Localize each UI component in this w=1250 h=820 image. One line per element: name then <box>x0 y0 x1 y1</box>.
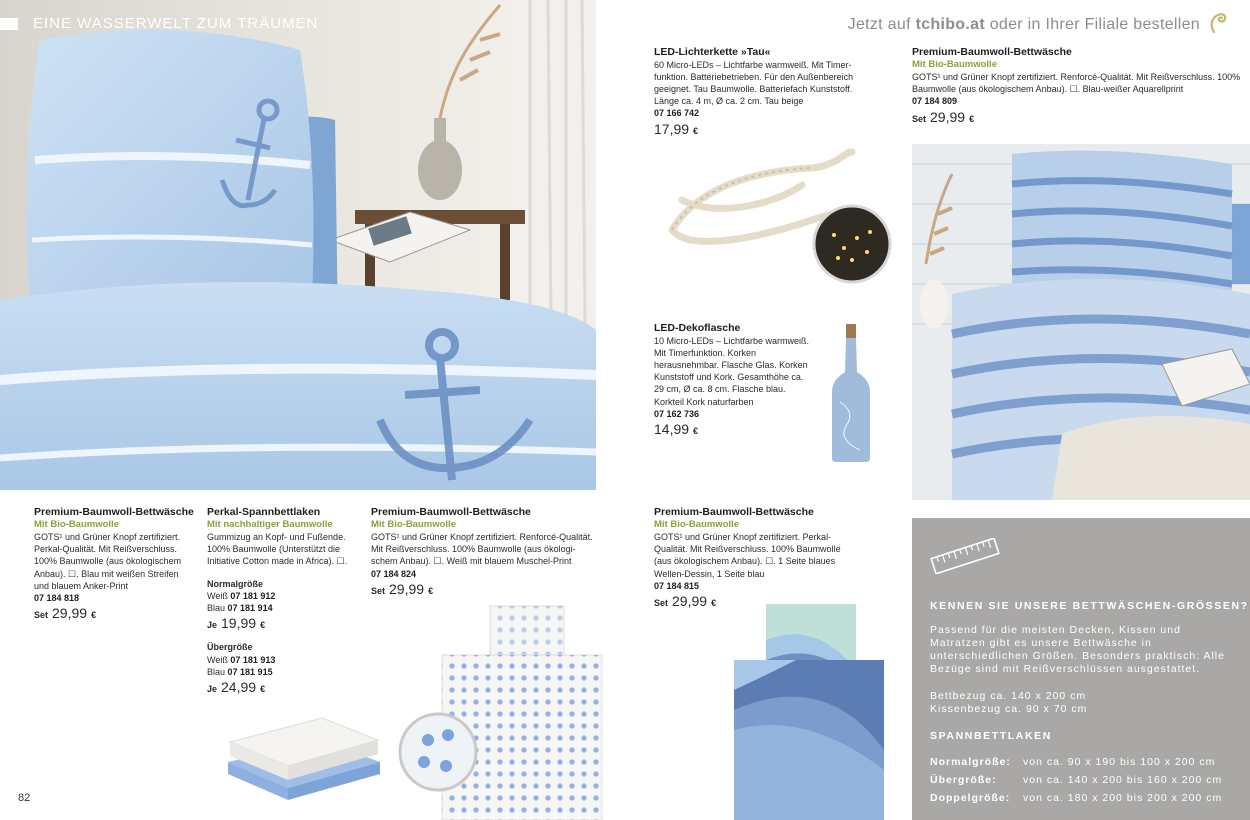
product-title: LED-Lichterkette »Tau« <box>654 46 771 58</box>
color-label: Blau <box>207 603 226 614</box>
anchor-bedding-photo <box>0 0 596 490</box>
article-number: 07 181 913 <box>230 654 276 665</box>
product-subtitle: Mit Bio-Baumwolle <box>912 58 997 70</box>
order-hint <box>848 16 1200 34</box>
price-value: 17,99 <box>654 120 690 137</box>
product-title: Premium-Baumwoll-Bettwäsche <box>912 46 1072 58</box>
fitted-sheets-heading: SPANNBETTLAKEN <box>930 730 1052 742</box>
price <box>912 108 1242 125</box>
led-bottle-image <box>826 322 876 464</box>
price <box>207 617 357 631</box>
waves-bedding-image <box>716 600 896 820</box>
article-number: 07 162 736 <box>654 408 700 419</box>
price-prefix: Je <box>207 620 218 631</box>
article-number: 07 181 915 <box>227 666 273 677</box>
led-rope-image <box>662 140 894 290</box>
size-value: von ca. 180 x 200 bis 200 x 200 cm <box>1023 792 1223 804</box>
price-value: 29,99 <box>52 605 88 622</box>
product-title: Perkal-Spannbettlaken <box>207 506 321 518</box>
price <box>654 120 864 137</box>
price-value: 24,99 <box>221 679 257 696</box>
price <box>207 681 357 695</box>
color-label: Weiß <box>207 590 228 601</box>
product-bedding-anchor <box>34 506 194 621</box>
product-bedding-watercolor <box>912 46 1242 125</box>
product-title: LED-Dekoflasche <box>654 322 741 334</box>
product-description: GOTS¹ und Grüner Knopf zertifiziert. Perkal-Qualität. Mit Reißverschluss. 100% Baumwolle (aus ökologischem Anbau). ☐. 1 Seite blaues Wellen-Dessin, 1 Seite blau <box>654 532 841 579</box>
color-label: Weiß <box>207 654 228 665</box>
product-description: 10 Micro-LEDs – Lichtfarbe warmweiß. Mit Timerfunktion. Korken herausnehmbar. Flasche Glas. Korken Kunststoff und Kork. Gesamthöhe ca. 29 cm, Ø ca. 8 cm. Flasche blau. Korkteil Kork naturfarben <box>654 335 810 407</box>
price <box>34 607 194 621</box>
page-header-right <box>848 14 1228 36</box>
pillow-size: Kissenbezug ca. 90 x 70 cm <box>930 703 1088 715</box>
section-title: EINE WASSERWELT ZUM TRÄUMEN <box>33 15 319 32</box>
price-currency: € <box>693 425 699 436</box>
price <box>371 580 601 597</box>
article-number: 07 184 809 <box>912 96 958 107</box>
article-number: 07 181 912 <box>230 590 276 601</box>
product-bedding-shell <box>371 506 601 597</box>
product-subtitle: Mit Bio-Baumwolle <box>34 518 119 530</box>
price-prefix: Set <box>654 598 669 609</box>
product-subtitle: Mit nachhaltiger Baumwolle <box>207 518 333 530</box>
info-paragraph: Passend für die meisten Decken, Kissen und Matratzen gibt es unsere Bettwäsche in unterschiedlichen Größen. Besonders praktisch: Alle Bezüge sind mit Reißverschlüssen ausgestattet. <box>930 624 1225 675</box>
product-title: Premium-Baumwoll-Bettwäsche <box>371 506 531 518</box>
price-prefix: Je <box>207 684 218 695</box>
page-header-left <box>0 0 596 50</box>
product-description: 60 Micro-LEDs – Lichtfarbe warmweiß. Mit Timer-funktion. Batteriebetrieben. Für den Außenbereich geeignet. Tau Baumwolle. Batteriefach Kunststoff. Länge ca. 4 m, Ø ca. 2 cm. Tau beige <box>654 59 854 107</box>
tchibo-logo-icon <box>1208 12 1228 39</box>
article-number: 07 181 914 <box>227 603 273 614</box>
product-subtitle: Mit Bio-Baumwolle <box>371 518 456 530</box>
price-currency: € <box>260 620 266 631</box>
order-hint-prefix: Jetzt auf <box>847 16 911 33</box>
size-row <box>930 774 1222 786</box>
product-description: GOTS¹ und Grüner Knopf zertifiziert. Renforcé-Qualität. Mit Reißverschluss. 100% Baumwolle (aus ökologi-schem Anbau). ☐. Weiß mit blauem Muschel-Print <box>371 532 593 567</box>
size-value: von ca. 90 x 190 bis 100 x 200 cm <box>1023 756 1216 768</box>
size-label: Normalgröße <box>207 578 264 589</box>
header-bar-marker <box>0 18 18 30</box>
size-row <box>930 792 1222 804</box>
price <box>654 420 810 437</box>
price-value: 29,99 <box>672 593 708 610</box>
watercolor-bedding-photo <box>912 144 1250 500</box>
article-number: 07 166 742 <box>654 108 700 119</box>
price-currency: € <box>428 585 434 596</box>
color-label: Blau <box>207 666 226 677</box>
ruler-icon <box>930 538 1000 574</box>
order-hint-suffix: oder in Ihrer Filiale bestellen <box>989 16 1200 33</box>
product-description: GOTS¹ und Grüner Knopf zertifiziert. Perkal-Qualität. Mit Reißverschluss. 100% Baumwolle (aus ökologischem Anbau). ☐. Blau mit weißen Streifen und blauem Anker-Print <box>34 532 182 591</box>
price-prefix: Set <box>34 610 49 621</box>
price-currency: € <box>693 125 699 136</box>
size-label: Normalgröße: <box>930 756 1011 768</box>
size-label: Übergröße: <box>930 774 997 786</box>
price-prefix: Set <box>371 585 386 596</box>
product-title: Premium-Baumwoll-Bettwäsche <box>34 506 194 518</box>
product-led-rope <box>654 46 864 137</box>
shop-link[interactable]: tchibo.at <box>915 16 985 33</box>
fitted-sheet-image <box>210 700 390 805</box>
article-number: 07 184 824 <box>371 568 417 579</box>
shell-bedding-image <box>398 600 608 820</box>
size-label: Übergröße <box>207 642 253 653</box>
article-number: 07 184 815 <box>654 580 700 591</box>
size-label: Doppelgröße: <box>930 792 1011 804</box>
price-currency: € <box>711 598 717 609</box>
price-currency: € <box>91 610 97 621</box>
product-subtitle: Mit Bio-Baumwolle <box>654 518 739 530</box>
product-led-bottle <box>654 322 810 437</box>
size-value: von ca. 140 x 200 bis 160 x 200 cm <box>1023 774 1223 786</box>
info-heading: KENNEN SIE UNSERE BETTWÄSCHEN-GRÖSSEN? <box>930 600 1249 612</box>
price-currency: € <box>260 684 266 695</box>
price-value: 29,99 <box>930 108 966 125</box>
product-description: Gummizug an Kopf- und Fußende. 100% Baumwolle (Unterstützt die Initiative Cotton made in Africa). ☐. <box>207 532 348 567</box>
price-value: 14,99 <box>654 420 690 437</box>
product-bedding-waves <box>654 506 849 609</box>
article-number: 07 184 818 <box>34 593 80 604</box>
product-description: GOTS¹ und Grüner Knopf zertifiziert. Renforcé-Qualität. Mit Reißverschluss. 100% Baumwolle (aus ökologischem Anbau). ☐. Blau-weißer Aquarellprint <box>912 72 1241 95</box>
price-value: 29,99 <box>389 580 425 597</box>
duvet-size: Bettbezug ca. 140 x 200 cm <box>930 690 1087 702</box>
size-row <box>930 756 1215 768</box>
product-fitted-sheet <box>207 506 357 695</box>
price-currency: € <box>969 113 975 124</box>
product-title: Premium-Baumwoll-Bettwäsche <box>654 506 814 518</box>
bedding-sizes-info-box <box>912 518 1250 820</box>
size-group-normal <box>207 578 357 632</box>
price-value: 19,99 <box>221 615 257 632</box>
price-prefix: Set <box>912 113 927 124</box>
page-number: 82 <box>18 792 31 804</box>
size-group-over <box>207 641 357 695</box>
